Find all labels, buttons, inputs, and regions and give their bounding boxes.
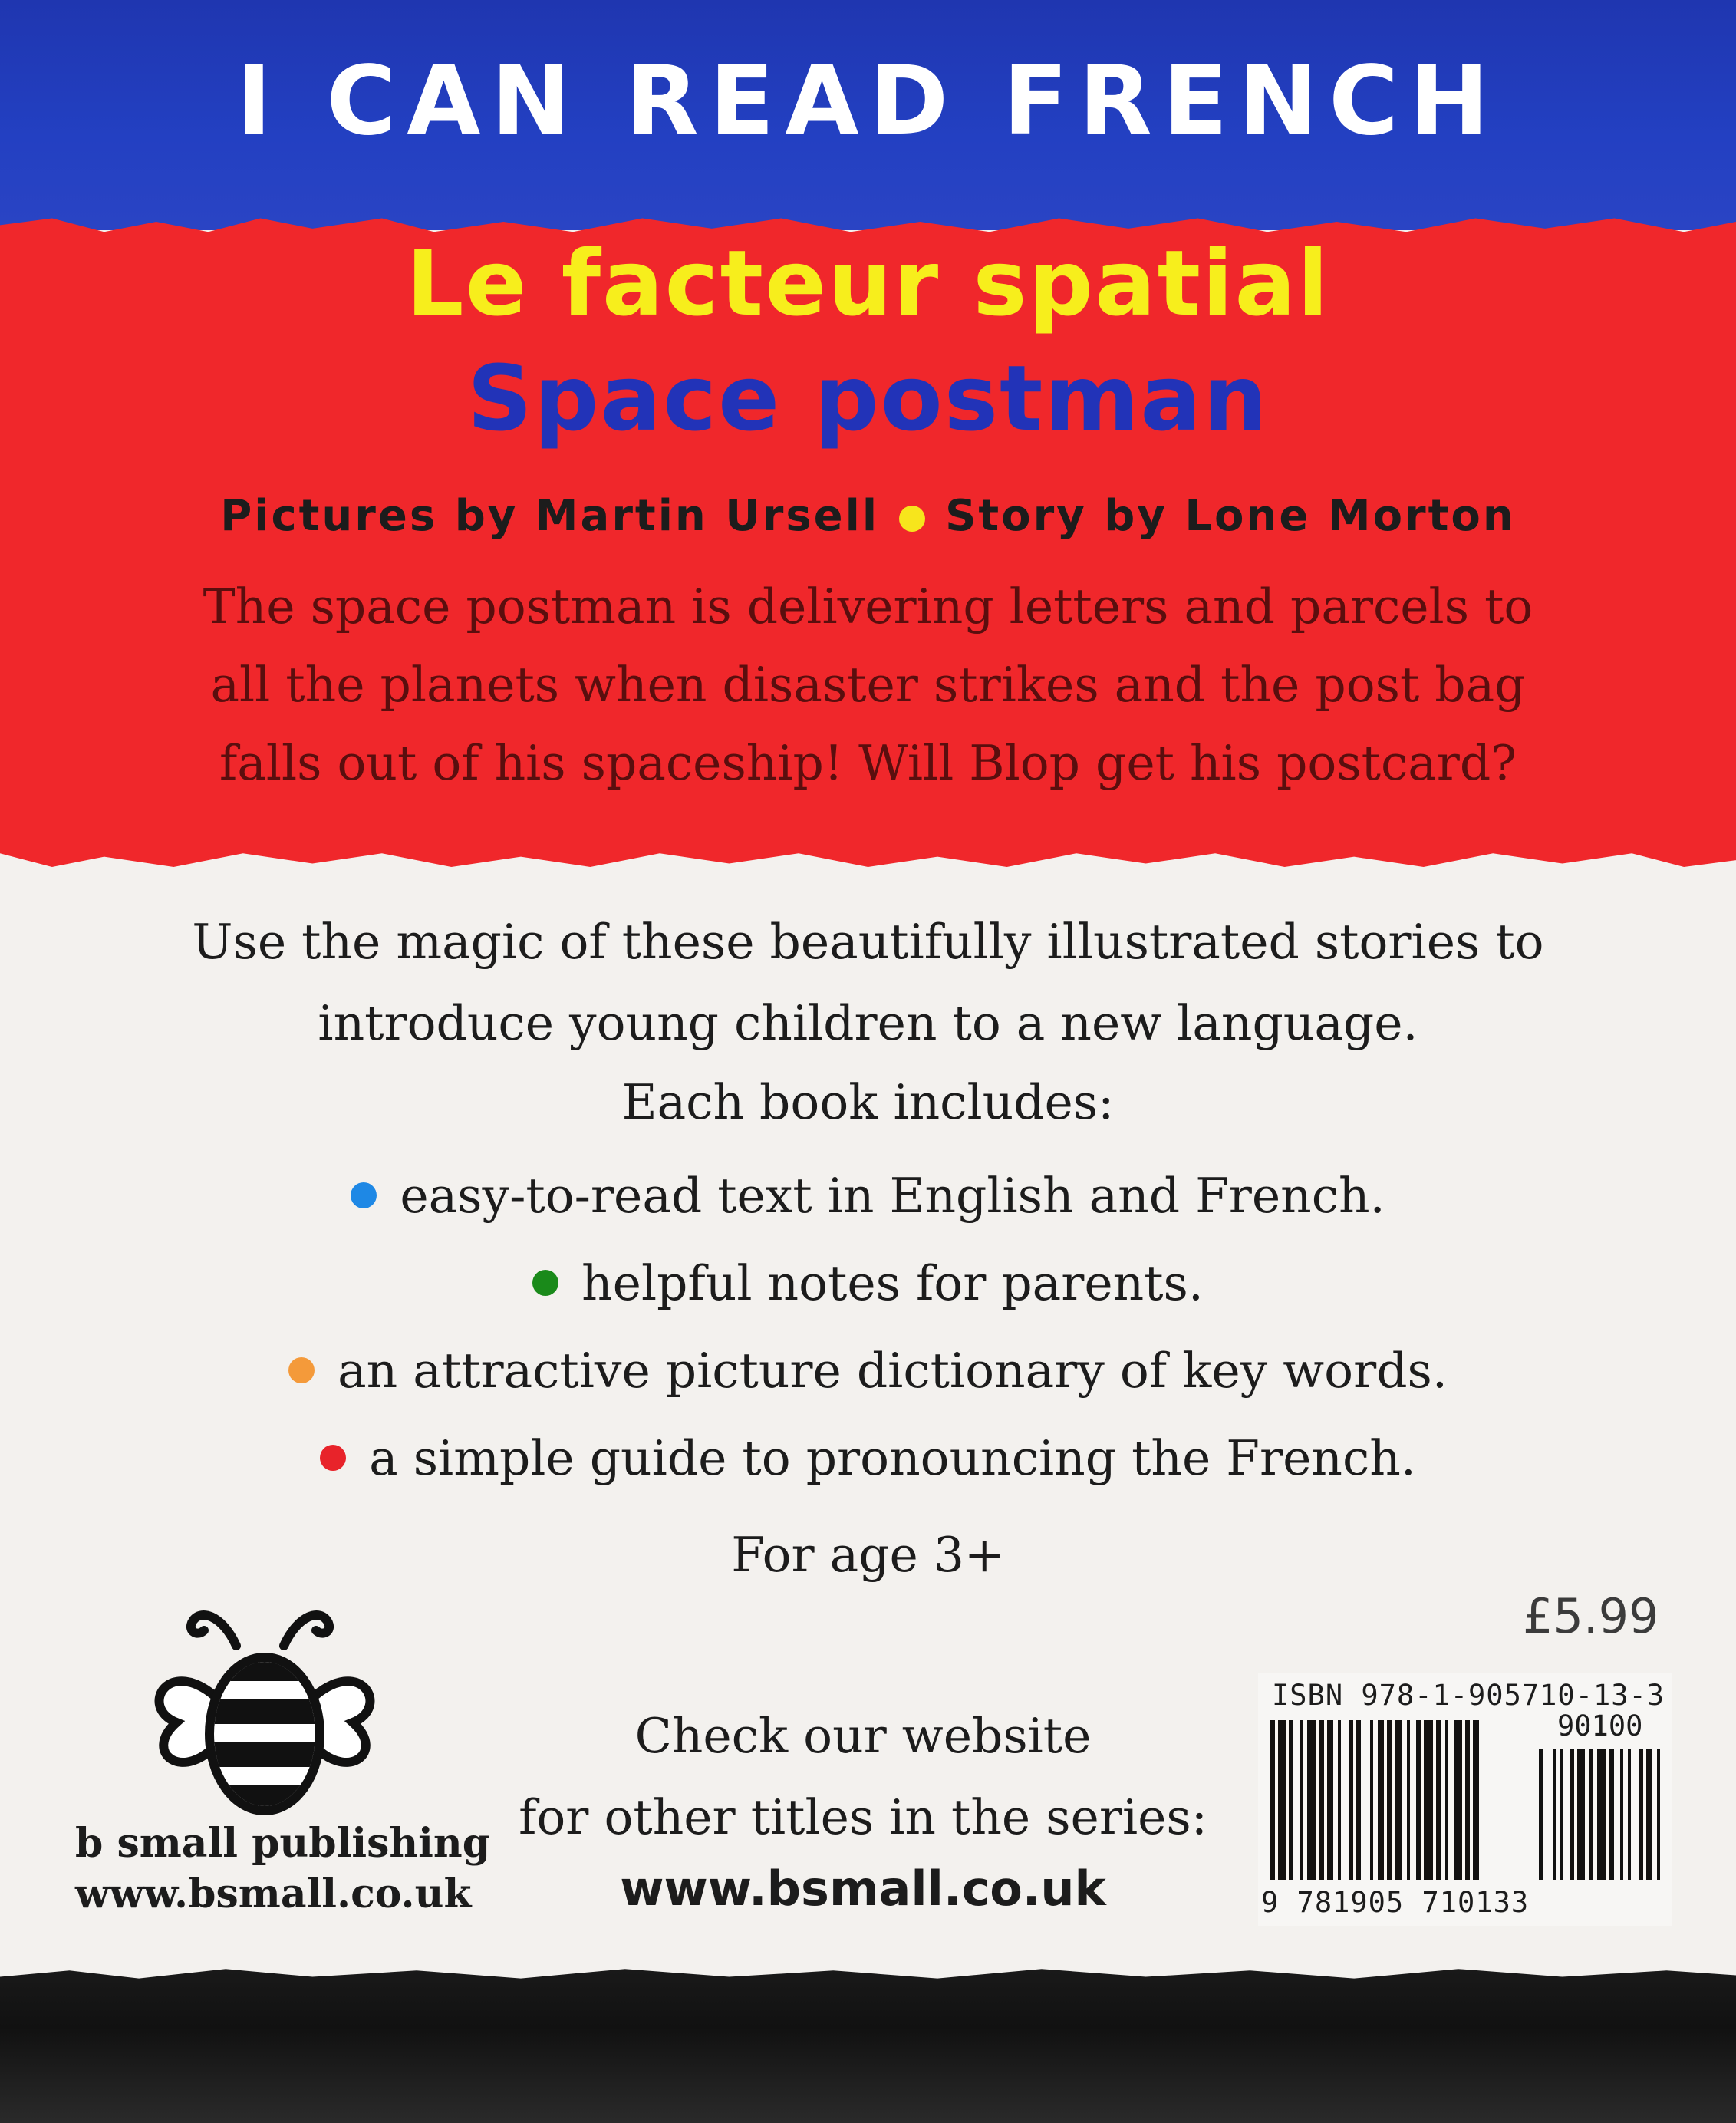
price: £5.99	[1523, 1588, 1659, 1644]
include-item	[0, 1168, 1736, 1224]
credits	[0, 491, 1736, 541]
include-item-text: an attractive picture dictionary of key words.	[338, 1343, 1448, 1399]
publisher-name: b small publishing	[75, 1820, 491, 1867]
book-title-english: Space postman	[467, 345, 1269, 451]
age-range: For age 3+	[731, 1527, 1005, 1583]
book-title-french: Le facteur spatial	[406, 230, 1330, 336]
green-bullet-icon	[532, 1270, 558, 1296]
barcode-icon	[1270, 1711, 1669, 1887]
series-title: I CAN READ FRENCH	[236, 46, 1500, 157]
separator-dot-icon	[899, 506, 925, 532]
publisher-block	[75, 1818, 490, 1920]
include-item-text: a simple guide to pronouncing the French.	[369, 1430, 1416, 1486]
barcode-block	[1258, 1673, 1672, 1926]
barcode-addon-number: 90100	[1557, 1709, 1643, 1742]
website-line-1: Check our website	[634, 1708, 1092, 1764]
series-intro: Use the magic of these beautifully illustrated stories to introduce young children to a new language.	[192, 914, 1544, 1051]
include-item-text: easy-to-read text in English and French.	[400, 1168, 1385, 1224]
include-item	[0, 1430, 1736, 1486]
includes-heading: Each book includes:	[621, 1074, 1115, 1130]
story-blurb: The space postman is delivering letters and parcels to all the planets when disaster strikes and the post bag falls out of his spaceship! Will Blop get his postcard?	[203, 579, 1533, 791]
bee-icon	[146, 1600, 384, 1822]
author-credit: Story by Lone Morton	[945, 491, 1516, 541]
barcode-digits: 9 781905 710133	[1261, 1886, 1530, 1919]
illustrator-credit: Pictures by Martin Ursell	[220, 491, 880, 541]
blue-bullet-icon	[351, 1182, 377, 1208]
red-bullet-icon	[320, 1445, 346, 1471]
website-url: www.bsmall.co.uk	[620, 1861, 1106, 1917]
website-line-2: for other titles in the series:	[519, 1789, 1207, 1845]
include-item	[0, 1255, 1736, 1311]
orange-bullet-icon	[288, 1357, 315, 1383]
black-band	[0, 1964, 1736, 2123]
include-item-text: helpful notes for parents.	[581, 1255, 1204, 1311]
include-item	[0, 1343, 1736, 1399]
publisher-url: www.bsmall.co.uk	[75, 1871, 472, 1917]
isbn-label: ISBN 978-1-905710-13-3	[1272, 1679, 1665, 1712]
website-note	[506, 1696, 1220, 1858]
